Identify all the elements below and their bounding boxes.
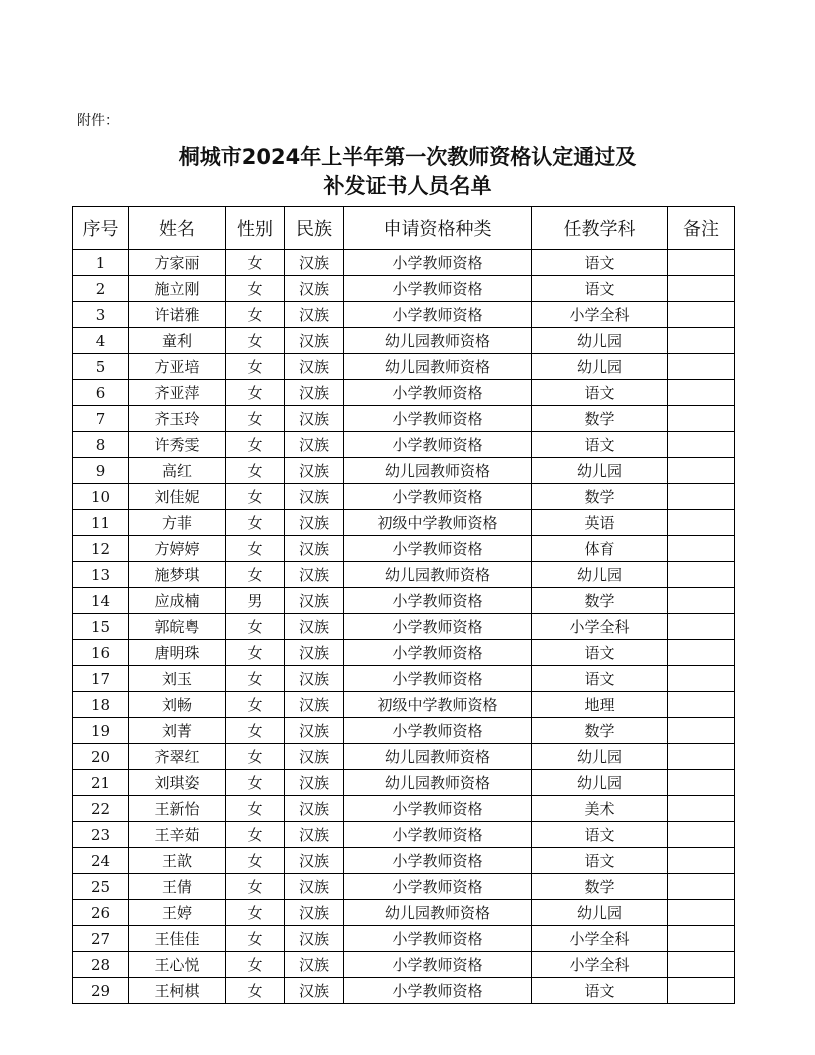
cell-name: 王婷 [129,900,226,926]
header-ethnicity: 民族 [285,207,344,250]
cell-index: 15 [73,614,129,640]
table-row [73,640,735,666]
cell-subject: 语文 [532,432,668,458]
cell-index: 25 [73,874,129,900]
table-row [73,666,735,692]
table-row [73,978,735,1004]
cell-remarks [668,978,735,1004]
cell-remarks [668,510,735,536]
cell-gender: 女 [226,276,285,302]
cell-name: 应成楠 [129,588,226,614]
cell-qualification: 小学教师资格 [344,978,532,1004]
cell-remarks [668,380,735,406]
cell-name: 唐明珠 [129,640,226,666]
table-row [73,874,735,900]
cell-ethnicity: 汉族 [285,614,344,640]
cell-index: 9 [73,458,129,484]
cell-index: 23 [73,822,129,848]
cell-subject: 数学 [532,484,668,510]
cell-subject: 数学 [532,406,668,432]
cell-subject: 体育 [532,536,668,562]
cell-remarks [668,900,735,926]
cell-ethnicity: 汉族 [285,952,344,978]
table-header-row [73,207,735,250]
cell-name: 许秀雯 [129,432,226,458]
cell-gender: 女 [226,406,285,432]
cell-remarks [668,302,735,328]
cell-gender: 女 [226,770,285,796]
table-row [73,458,735,484]
table-row [73,770,735,796]
cell-ethnicity: 汉族 [285,302,344,328]
cell-name: 郭皖粤 [129,614,226,640]
cell-qualification: 小学教师资格 [344,926,532,952]
cell-subject: 语文 [532,978,668,1004]
cell-name: 高红 [129,458,226,484]
cell-name: 王辛茹 [129,822,226,848]
table-row [73,250,735,276]
cell-subject: 数学 [532,718,668,744]
cell-ethnicity: 汉族 [285,484,344,510]
cell-remarks [668,822,735,848]
cell-name: 童利 [129,328,226,354]
cell-name: 刘菁 [129,718,226,744]
cell-subject: 地理 [532,692,668,718]
cell-name: 王佳佳 [129,926,226,952]
table-row [73,848,735,874]
cell-subject: 幼儿园 [532,770,668,796]
cell-remarks [668,874,735,900]
cell-remarks [668,432,735,458]
cell-index: 20 [73,744,129,770]
cell-ethnicity: 汉族 [285,978,344,1004]
cell-subject: 英语 [532,510,668,536]
cell-index: 11 [73,510,129,536]
cell-subject: 语文 [532,666,668,692]
cell-remarks [668,770,735,796]
cell-index: 12 [73,536,129,562]
cell-gender: 女 [226,536,285,562]
cell-index: 5 [73,354,129,380]
cell-ethnicity: 汉族 [285,718,344,744]
cell-ethnicity: 汉族 [285,354,344,380]
cell-gender: 女 [226,354,285,380]
cell-gender: 女 [226,692,285,718]
cell-index: 29 [73,978,129,1004]
cell-ethnicity: 汉族 [285,250,344,276]
cell-subject: 数学 [532,588,668,614]
table-row [73,432,735,458]
table-row [73,588,735,614]
cell-ethnicity: 汉族 [285,874,344,900]
table-row [73,692,735,718]
cell-remarks [668,354,735,380]
cell-qualification: 小学教师资格 [344,614,532,640]
cell-qualification: 小学教师资格 [344,848,532,874]
cell-index: 17 [73,666,129,692]
cell-index: 3 [73,302,129,328]
cell-qualification: 幼儿园教师资格 [344,354,532,380]
cell-remarks [668,718,735,744]
cell-remarks [668,276,735,302]
cell-gender: 女 [226,822,285,848]
cell-subject: 语文 [532,380,668,406]
cell-qualification: 小学教师资格 [344,406,532,432]
cell-name: 方婷婷 [129,536,226,562]
cell-gender: 女 [226,926,285,952]
cell-qualification: 小学教师资格 [344,796,532,822]
cell-subject: 幼儿园 [532,562,668,588]
cell-ethnicity: 汉族 [285,510,344,536]
cell-index: 4 [73,328,129,354]
cell-name: 许诺雅 [129,302,226,328]
cell-remarks [668,692,735,718]
cell-remarks [668,406,735,432]
cell-index: 19 [73,718,129,744]
title-line-1: 桐城市2024年上半年第一次教师资格认定通过及 [178,145,637,169]
cell-subject: 小学全科 [532,926,668,952]
cell-gender: 女 [226,328,285,354]
cell-qualification: 小学教师资格 [344,250,532,276]
cell-gender: 男 [226,588,285,614]
table-body [73,250,735,1004]
cell-gender: 女 [226,796,285,822]
table-row [73,822,735,848]
cell-ethnicity: 汉族 [285,380,344,406]
cell-subject: 语文 [532,822,668,848]
cell-name: 施梦琪 [129,562,226,588]
cell-subject: 数学 [532,874,668,900]
document-title [0,143,815,201]
header-name: 姓名 [129,207,226,250]
cell-ethnicity: 汉族 [285,926,344,952]
cell-qualification: 幼儿园教师资格 [344,744,532,770]
cell-ethnicity: 汉族 [285,640,344,666]
cell-name: 王新怡 [129,796,226,822]
table-row [73,562,735,588]
cell-qualification: 小学教师资格 [344,952,532,978]
table-row [73,744,735,770]
cell-ethnicity: 汉族 [285,406,344,432]
cell-gender: 女 [226,484,285,510]
cell-qualification: 幼儿园教师资格 [344,900,532,926]
title-line-2: 补发证书人员名单 [323,174,492,198]
cell-ethnicity: 汉族 [285,900,344,926]
cell-gender: 女 [226,458,285,484]
cell-index: 18 [73,692,129,718]
cell-remarks [668,796,735,822]
cell-remarks [668,458,735,484]
cell-index: 28 [73,952,129,978]
cell-gender: 女 [226,744,285,770]
cell-qualification: 小学教师资格 [344,432,532,458]
cell-index: 22 [73,796,129,822]
attachment-label: 附件： [77,113,119,129]
cell-ethnicity: 汉族 [285,692,344,718]
cell-name: 刘琪姿 [129,770,226,796]
cell-index: 8 [73,432,129,458]
cell-name: 刘佳妮 [129,484,226,510]
cell-remarks [668,952,735,978]
table-row [73,302,735,328]
cell-subject: 幼儿园 [532,328,668,354]
cell-remarks [668,848,735,874]
cell-subject: 语文 [532,848,668,874]
cell-subject: 幼儿园 [532,744,668,770]
cell-index: 14 [73,588,129,614]
cell-qualification: 初级中学教师资格 [344,692,532,718]
header-qualification: 申请资格种类 [344,207,532,250]
cell-gender: 女 [226,952,285,978]
cell-qualification: 幼儿园教师资格 [344,770,532,796]
cell-remarks [668,744,735,770]
cell-remarks [668,536,735,562]
cell-qualification: 小学教师资格 [344,380,532,406]
cell-ethnicity: 汉族 [285,536,344,562]
table-row [73,718,735,744]
cell-remarks [668,562,735,588]
cell-index: 21 [73,770,129,796]
cell-index: 16 [73,640,129,666]
cell-subject: 语文 [532,276,668,302]
cell-subject: 美术 [532,796,668,822]
cell-gender: 女 [226,432,285,458]
cell-index: 2 [73,276,129,302]
header-subject: 任教学科 [532,207,668,250]
table-row [73,614,735,640]
cell-ethnicity: 汉族 [285,822,344,848]
cell-qualification: 小学教师资格 [344,536,532,562]
cell-remarks [668,250,735,276]
table-row [73,900,735,926]
cell-name: 齐翠红 [129,744,226,770]
cell-ethnicity: 汉族 [285,562,344,588]
cell-ethnicity: 汉族 [285,276,344,302]
cell-gender: 女 [226,510,285,536]
header-gender: 性别 [226,207,285,250]
cell-gender: 女 [226,250,285,276]
cell-gender: 女 [226,640,285,666]
cell-gender: 女 [226,302,285,328]
cell-name: 方亚培 [129,354,226,380]
table-row [73,406,735,432]
cell-gender: 女 [226,900,285,926]
cell-index: 27 [73,926,129,952]
table-row [73,354,735,380]
cell-name: 齐亚萍 [129,380,226,406]
cell-name: 刘畅 [129,692,226,718]
cell-index: 6 [73,380,129,406]
cell-index: 13 [73,562,129,588]
cell-index: 26 [73,900,129,926]
cell-remarks [668,666,735,692]
cell-name: 王倩 [129,874,226,900]
table-row [73,952,735,978]
cell-index: 24 [73,848,129,874]
cell-qualification: 幼儿园教师资格 [344,458,532,484]
cell-ethnicity: 汉族 [285,432,344,458]
cell-gender: 女 [226,848,285,874]
cell-subject: 小学全科 [532,614,668,640]
cell-subject: 幼儿园 [532,458,668,484]
cell-subject: 小学全科 [532,302,668,328]
cell-ethnicity: 汉族 [285,796,344,822]
cell-qualification: 小学教师资格 [344,276,532,302]
cell-name: 刘玉 [129,666,226,692]
cell-subject: 幼儿园 [532,900,668,926]
cell-qualification: 小学教师资格 [344,874,532,900]
roster-table [72,206,735,1004]
cell-remarks [668,640,735,666]
table-row [73,536,735,562]
cell-qualification: 幼儿园教师资格 [344,328,532,354]
cell-name: 方家丽 [129,250,226,276]
cell-ethnicity: 汉族 [285,666,344,692]
cell-name: 施立刚 [129,276,226,302]
cell-qualification: 小学教师资格 [344,484,532,510]
cell-gender: 女 [226,666,285,692]
cell-qualification: 小学教师资格 [344,640,532,666]
table-row [73,926,735,952]
cell-qualification: 小学教师资格 [344,822,532,848]
header-remarks: 备注 [668,207,735,250]
header-index: 序号 [73,207,129,250]
cell-ethnicity: 汉族 [285,770,344,796]
cell-gender: 女 [226,874,285,900]
cell-qualification: 初级中学教师资格 [344,510,532,536]
table-row [73,796,735,822]
cell-name: 王柯棋 [129,978,226,1004]
cell-subject: 幼儿园 [532,354,668,380]
cell-subject: 语文 [532,250,668,276]
cell-ethnicity: 汉族 [285,458,344,484]
cell-qualification: 小学教师资格 [344,718,532,744]
cell-remarks [668,328,735,354]
cell-name: 齐玉玲 [129,406,226,432]
cell-ethnicity: 汉族 [285,328,344,354]
cell-name: 方菲 [129,510,226,536]
cell-gender: 女 [226,614,285,640]
cell-remarks [668,588,735,614]
cell-ethnicity: 汉族 [285,744,344,770]
cell-qualification: 小学教师资格 [344,302,532,328]
table-row [73,484,735,510]
cell-ethnicity: 汉族 [285,588,344,614]
cell-qualification: 幼儿园教师资格 [344,562,532,588]
cell-subject: 语文 [532,640,668,666]
cell-subject: 小学全科 [532,952,668,978]
cell-remarks [668,926,735,952]
cell-ethnicity: 汉族 [285,848,344,874]
cell-name: 王心悦 [129,952,226,978]
cell-gender: 女 [226,380,285,406]
table-row [73,328,735,354]
cell-index: 1 [73,250,129,276]
cell-index: 10 [73,484,129,510]
cell-index: 7 [73,406,129,432]
cell-remarks [668,614,735,640]
cell-qualification: 小学教师资格 [344,666,532,692]
table-row [73,276,735,302]
cell-qualification: 小学教师资格 [344,588,532,614]
cell-remarks [668,484,735,510]
cell-name: 王歆 [129,848,226,874]
table-row [73,510,735,536]
cell-gender: 女 [226,562,285,588]
table-row [73,380,735,406]
cell-gender: 女 [226,718,285,744]
cell-gender: 女 [226,978,285,1004]
